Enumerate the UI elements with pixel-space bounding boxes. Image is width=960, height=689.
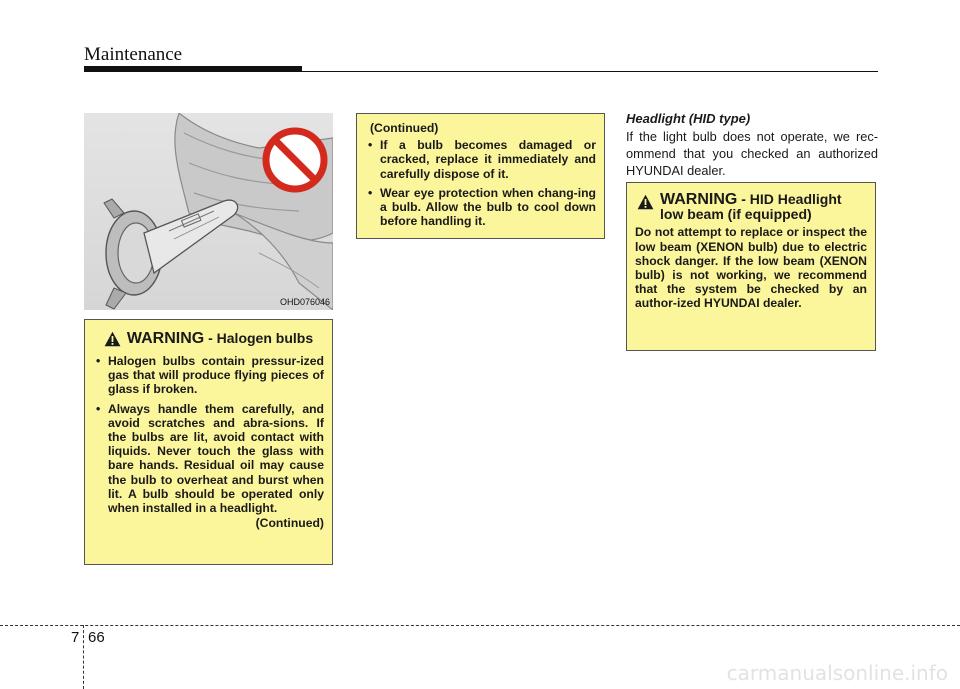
warning-title: - HID Headlight (737, 191, 842, 207)
continued-lead: (Continued) (370, 121, 439, 135)
list-item: • Wear eye protection when chang-ing a bulb. Allow the bulb to cool down before handling it. (365, 186, 596, 229)
footer-vertical-divider (83, 625, 84, 689)
warning-box-hid (626, 182, 876, 351)
warning-header (93, 331, 324, 347)
bulb-handling-figure (84, 113, 333, 310)
warning-word: WARNING (126, 330, 205, 347)
figure-caption: OHD076046 (279, 297, 330, 307)
warning-word: WARNING (660, 191, 738, 208)
list-item: • Always handle them carefully, and avoid scratches and abra-sions. If the bulbs are lit, avoid contact with liquids. Never touch the glass with bare hands. Residual oil may cause the bulb to overheat and burst when lit. A bulb should be operated only when installed in a headlight. (93, 402, 324, 516)
watermark: carmanualsonline.info (726, 661, 948, 685)
warning-triangle-icon (637, 194, 654, 210)
header-rule-thick (84, 66, 302, 72)
list-item: • If a bulb becomes damaged or cracked, replace it immediately and carefully dispose of it. (365, 138, 596, 181)
warning-header (637, 192, 867, 221)
continued-warning-box (356, 113, 605, 239)
warning-list (93, 354, 324, 515)
hid-section-body: If the light bulb does not operate, we rec-ommend that you checked an authorized HYUNDAI dealer. (626, 129, 878, 178)
continued-label: (Continued) (255, 516, 324, 531)
page-number: 66 (88, 629, 105, 646)
list-item: • Halogen bulbs contain pressur-ized gas that will produce flying pieces of glass if broken. (93, 354, 324, 397)
hid-section-title: Headlight (HID type) (626, 111, 751, 126)
footer-divider (0, 625, 960, 626)
chapter-number: 7 (71, 629, 80, 646)
header-rule-thin (302, 71, 878, 72)
warning-title-line2: low beam (if equipped) (660, 206, 812, 223)
warning-box-halogen (84, 319, 333, 565)
warning-body: Do not attempt to replace or inspect the low beam (XENON bulb) due to electric shock danger. If the low beam (XENON bulb) is not working, we recommend that the system be checked by an author-ized HYUNDAI dealer. (635, 225, 867, 311)
warning-title: - Halogen bulbs (204, 330, 314, 346)
warning-triangle-icon (104, 331, 121, 347)
prohibited-icon (260, 125, 330, 195)
section-title: Maintenance (84, 44, 183, 65)
continued-list (365, 138, 596, 228)
